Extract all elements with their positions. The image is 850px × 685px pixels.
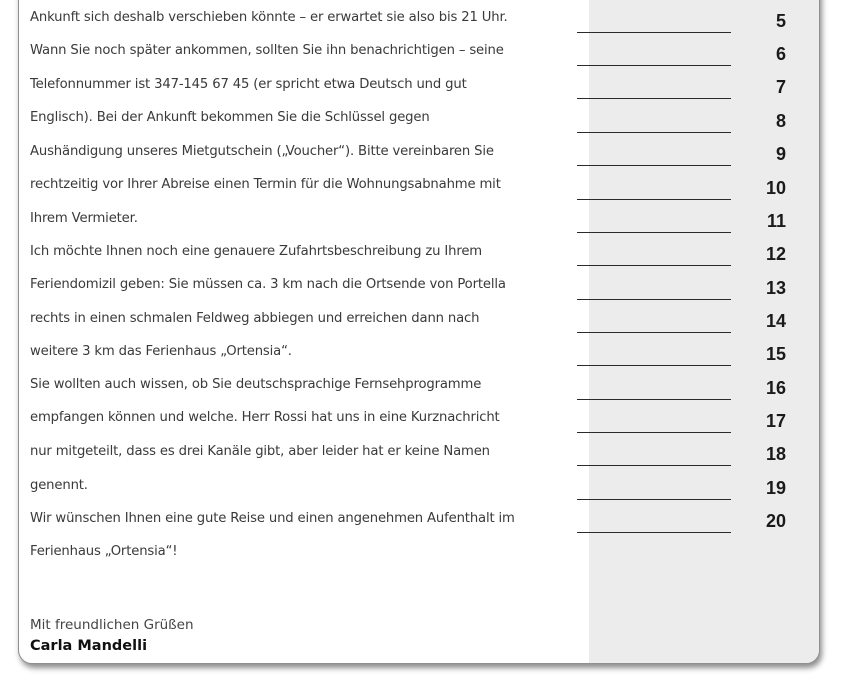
answer-row	[577, 513, 817, 533]
letter-line: Ich möchte Ihnen noch eine genauere Zufahrtsbeschreibung zu Ihrem	[30, 244, 482, 259]
answer-line[interactable]	[577, 199, 731, 200]
letter-line: genennt.	[30, 478, 88, 493]
answer-line[interactable]	[577, 532, 731, 533]
answer-row	[577, 246, 817, 266]
letter-line: Wann Sie noch später ankommen, sollten Sie ihn benachrichtigen – seine	[30, 43, 504, 58]
answer-line[interactable]	[577, 132, 731, 133]
answer-number: 18	[765, 444, 786, 464]
answer-row	[577, 146, 817, 166]
answer-row	[577, 380, 817, 400]
answer-number: 8	[775, 111, 786, 131]
answer-number: 5	[775, 11, 786, 31]
answer-number: 9	[775, 144, 786, 164]
answer-row	[577, 446, 817, 466]
letter-line: Ferienhaus „Ortensia“!	[30, 544, 178, 559]
letter-line: Aushändigung unseres Mietgutschein („Voucher“). Bitte vereinbaren Sie	[30, 144, 494, 159]
signature-name: Carla Mandelli	[30, 638, 148, 654]
answer-number: 7	[775, 77, 786, 97]
letter-line: weitere 3 km das Ferienhaus „Ortensia“.	[30, 344, 292, 359]
answer-line[interactable]	[577, 32, 731, 33]
answer-row	[577, 113, 817, 133]
answer-line[interactable]	[577, 365, 731, 366]
answer-number: 19	[765, 478, 786, 498]
answer-line[interactable]	[577, 165, 731, 166]
letter-line: empfangen können und welche. Herr Rossi hat uns in eine Kurznachricht	[30, 410, 500, 425]
answer-number: 12	[765, 244, 786, 264]
answer-row	[577, 480, 817, 500]
letter-line: rechts in einen schmalen Feldweg abbiegen und erreichen dann nach	[30, 311, 480, 326]
answer-line[interactable]	[577, 265, 731, 266]
answer-line[interactable]	[577, 432, 731, 433]
answer-line[interactable]	[577, 65, 731, 66]
answer-row	[577, 213, 817, 233]
answer-line[interactable]	[577, 499, 731, 500]
answer-line[interactable]	[577, 332, 731, 333]
letter-line: Sie wollten auch wissen, ob Sie deutschsprachige Fernsehprogramme	[30, 377, 482, 392]
answer-row	[577, 280, 817, 300]
answer-row	[577, 346, 817, 366]
letter-line: Wir wünschen Ihnen eine gute Reise und einen angenehmen Aufenthalt im	[30, 511, 515, 526]
letter-line: Englisch). Bei der Ankunft bekommen Sie die Schlüssel gegen	[30, 110, 430, 125]
letter-line: nur mitgeteilt, dass es drei Kanäle gibt, aber leider hat er keine Namen	[30, 444, 490, 459]
answer-number: 16	[765, 378, 786, 398]
answer-line[interactable]	[577, 399, 731, 400]
answer-number: 17	[765, 411, 786, 431]
answer-line[interactable]	[577, 232, 731, 233]
answer-row	[577, 13, 817, 33]
answer-row	[577, 413, 817, 433]
answer-number: 13	[765, 278, 786, 298]
letter-line: Ankunft sich deshalb verschieben könnte – er erwartet sie also bis 21 Uhr.	[30, 10, 508, 25]
answer-line[interactable]	[577, 299, 731, 300]
letter-line: Telefonnummer ist 347-145 67 45 (er spricht etwa Deutsch und gut	[30, 77, 467, 92]
answer-number: 6	[775, 44, 786, 64]
answer-number: 15	[765, 344, 786, 364]
answer-row	[577, 313, 817, 333]
answer-row	[577, 46, 817, 66]
answer-line[interactable]	[577, 465, 731, 466]
answer-number: 14	[765, 311, 786, 331]
letter-line: rechtzeitig vor Ihrer Abreise einen Termin für die Wohnungsabnahme mit	[30, 177, 501, 192]
answer-number: 10	[765, 178, 786, 198]
answer-number: 20	[765, 511, 786, 531]
letter-line: Feriendomizil geben: Sie müssen ca. 3 km nach die Ortsende von Portella	[30, 277, 506, 292]
answer-number: 11	[766, 211, 786, 231]
closing-salutation: Mit freundlichen Grüßen	[30, 617, 194, 633]
answer-row	[577, 180, 817, 200]
letter-line: Ihrem Vermieter.	[30, 211, 138, 226]
answer-row	[577, 79, 817, 99]
answer-line[interactable]	[577, 98, 731, 99]
